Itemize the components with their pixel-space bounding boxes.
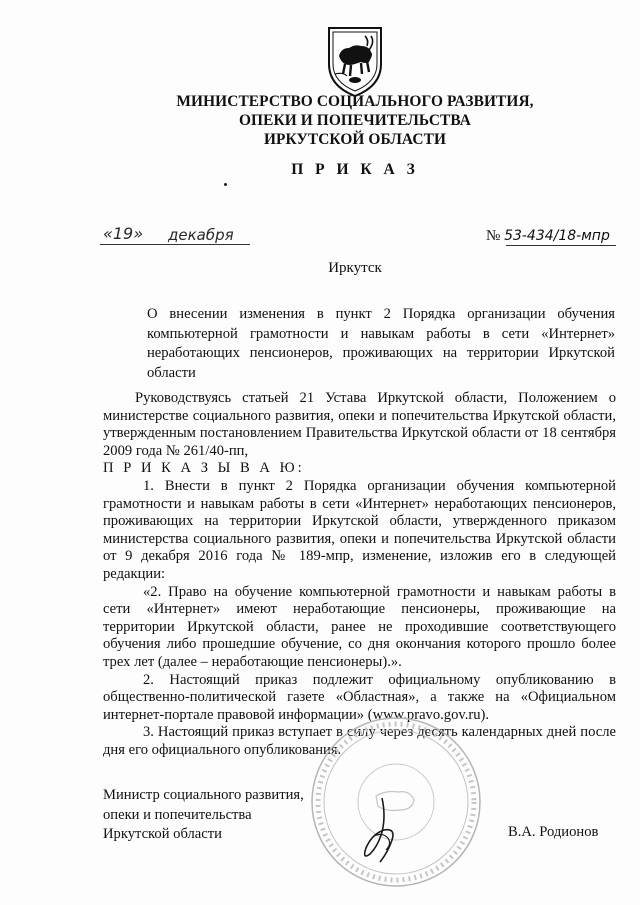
number-underline bbox=[506, 245, 616, 246]
date-underline bbox=[100, 244, 250, 245]
item-2-paragraph: 2. Настоящий приказ подлежит официальному опубликованию в общественно-политической газете «Областная», а также на «Официальном интернет-портале правовой информации» (www.pravo.gov.ru). bbox=[103, 671, 616, 723]
city: Иркутск bbox=[328, 260, 382, 276]
position-line: опеки и попечительства bbox=[103, 806, 252, 823]
signatory-name: В.А. Родионов bbox=[508, 824, 599, 840]
preamble-paragraph: Руководствуясь статьей 21 Устава Иркутской области, Положением о министерстве социального развития, опеки и попечительства Иркутской области, утвержденным постановлением Правительства Иркутской области от 18 сентября 2009 года № 261/40-пп, bbox=[103, 390, 616, 459]
position-line: Министр социального развития, bbox=[103, 787, 304, 803]
document-type-title: П Р И К А З bbox=[291, 161, 419, 178]
ministry-line: ОПЕКИ И ПОПЕЧИТЕЛЬСТВА bbox=[238, 112, 472, 129]
item-3-paragraph: 3. Настоящий приказ вступает в силу через десять календарных дней после дня его официального опубликования. bbox=[103, 724, 616, 758]
ministry-line: ИРКУТСКОЙ ОБЛАСТИ bbox=[263, 131, 447, 148]
ministry-line: МИНИСТЕРСТВО СОЦИАЛЬНОГО РАЗВИТИЯ, bbox=[176, 93, 534, 110]
number-value: 53-434/18-мпр bbox=[504, 228, 610, 244]
date-month: декабря bbox=[168, 226, 234, 244]
date-day: «19» bbox=[103, 224, 144, 243]
position-line: Иркутской области bbox=[103, 826, 222, 842]
number-label: № bbox=[486, 228, 501, 244]
handwritten-signature bbox=[352, 796, 422, 866]
document-body bbox=[103, 390, 616, 759]
document-subject: О внесении изменения в пункт 2 Порядка организации обучения компьютерной грамотности и навыкам работы в сети «Интернет» неработающих пенсионеров, проживающих на территории Иркутской области bbox=[147, 306, 615, 381]
quoted-paragraph: «2. Право на обучение компьютерной грамотности и навыкам работы в сети «Интернет» имеют неработающие пенсионеры, проживающие на территории Иркутской области, ранее не проходившие соответствующего обучения либо прошедшие обучение, со дня окончания которого прошло более трех лет (далее – неработающие пенсионеры).». bbox=[103, 583, 616, 670]
signatory-position bbox=[103, 786, 304, 845]
ink-dot bbox=[224, 183, 227, 186]
item-1-paragraph: 1. Внести в пункт 2 Порядка организации обучения компьютерной грамотности и навыкам работы в сети «Интернет» неработающих пенсионеров, проживающих на территории Иркутской области, утвержденного приказом министерства социального развития, опеки и попечительства Иркутской области от 9 декабря 2016 года № 189-мпр, изменение, изложив его в следующей редакции: bbox=[103, 477, 616, 582]
ministry-name bbox=[150, 92, 560, 149]
coat-of-arms-icon bbox=[325, 24, 385, 98]
order-keyword: П Р И К А З Ы В А Ю: bbox=[103, 460, 305, 477]
document-number bbox=[486, 228, 610, 245]
